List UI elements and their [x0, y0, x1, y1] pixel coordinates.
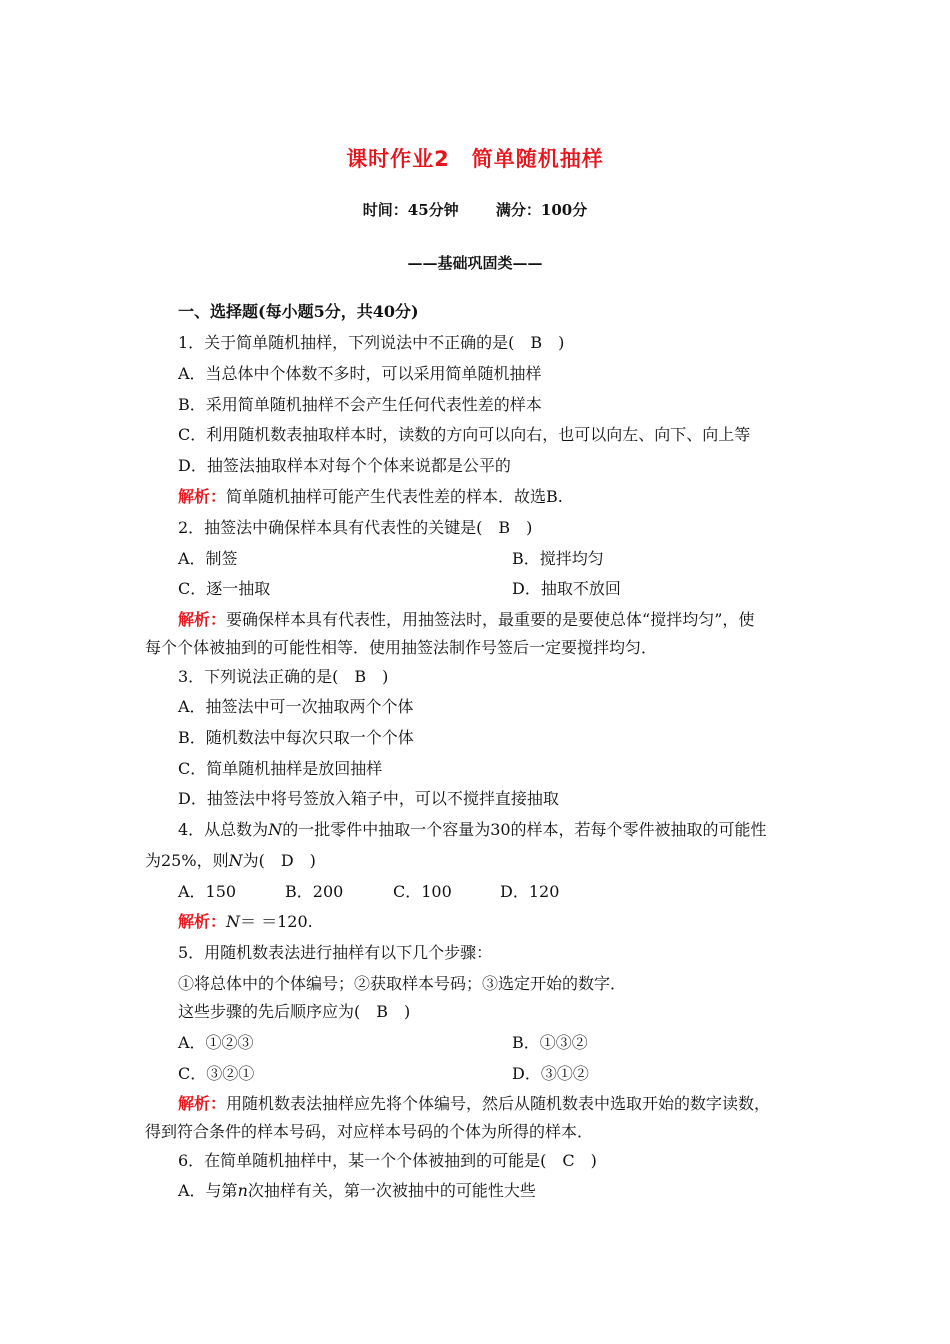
q5-stem: 5．用随机数表法进行抽样有以下几个步骤：: [178, 943, 493, 962]
q4-stem-part1: 4．从总数为: [178, 820, 269, 839]
q4-variable-n: N: [268, 820, 283, 839]
q6-stem: 6．在简单随机抽样中，某一个个体被抽到的可能是( C ): [178, 1151, 597, 1170]
q3-option-d: D．抽签法中将号签放入箱子中，可以不搅拌直接抽取: [178, 789, 559, 808]
q4-stem-part4: 为( D ): [242, 851, 316, 870]
q2-option-a: A．制签: [178, 549, 238, 568]
page-title: 课时作业2 简单随机抽样: [346, 147, 604, 171]
q5-explanation-text-1: 用随机数表法抽样应先将个体编号，然后从随机数表中选取开始的数字读数，: [226, 1094, 771, 1113]
q3-option-c: C．简单随机抽样是放回抽样: [178, 759, 383, 778]
explanation-label: 解析：: [178, 610, 227, 629]
q2-option-c: C．逐一抽取: [178, 579, 271, 598]
q3-option-a: A．抽签法中可一次抽取两个个体: [178, 697, 414, 716]
full-score: 满分：100分: [495, 201, 588, 219]
explanation-label: 解析：: [178, 487, 227, 506]
q5-option-a: A．①②③: [178, 1033, 254, 1052]
q2-explanation-text-1: 要确保样本具有代表性，用抽签法时，最重要的是要使总体“搅拌均匀”，使: [226, 610, 755, 629]
q2-option-d: D．抽取不放回: [512, 579, 621, 598]
q1-option-a: A．当总体中个体数不多时，可以采用简单随机抽样: [178, 364, 542, 383]
q1-explanation-text: 简单随机抽样可能产生代表性差的样本．故选B.: [226, 487, 563, 506]
q1-option-b: B．采用简单随机抽样不会产生任何代表性差的样本: [178, 395, 542, 414]
explanation-label: 解析：: [178, 912, 227, 931]
q5-option-d: D．③①②: [512, 1064, 589, 1083]
q4-stem-line2: [145, 851, 316, 871]
q5-explanation-text-2: 得到符合条件的样本号码，对应样本号码的个体为所得的样本．: [145, 1122, 594, 1141]
q1-option-d: D．抽签法抽取样本对每个个体来说都是公平的: [178, 456, 511, 475]
q6-option-a: [178, 1181, 536, 1201]
q4-variable-n: N: [226, 912, 241, 931]
q3-stem: 3．下列说法正确的是( B ): [178, 667, 389, 686]
q4-variable-n: N: [228, 851, 243, 870]
q4-option-b: B．200: [285, 882, 344, 901]
q5-option-b: B．①③②: [512, 1033, 588, 1052]
explanation-label: 解析：: [178, 1094, 227, 1113]
q2-stem: 2．抽签法中确保样本具有代表性的关键是( B ): [178, 518, 533, 537]
q4-option-d: D．120: [500, 882, 560, 901]
q1-explanation: [178, 487, 563, 507]
q6-option-a-part1: A．与第: [178, 1181, 238, 1200]
part-heading: 一、选择题(每小题5分，共40分): [178, 302, 419, 321]
q6-variable-n: n: [237, 1181, 248, 1200]
q4-option-c: C．100: [393, 882, 452, 901]
q4-explanation: [178, 912, 313, 932]
q1-stem: 1．关于简单随机抽样，下列说法中不正确的是( B ): [178, 333, 565, 352]
q4-option-a: A．150: [178, 882, 237, 901]
q2-explanation-text-2: 每个个体被抽到的可能性相等．使用抽签法制作号签后一定要搅拌均匀．: [145, 638, 658, 657]
q1-option-c: C．利用随机数表抽取样本时，读数的方向可以向右，也可以向左、向下、向上等: [178, 425, 751, 444]
q5-steps: ①将总体中的个体编号；②获取样本号码；③选定开始的数字．: [178, 974, 627, 993]
q4-explanation-text: ＝ ＝120.: [240, 912, 313, 931]
q3-option-b: B．随机数法中每次只取一个个体: [178, 728, 414, 747]
time-limit: 时间：45分钟: [362, 201, 459, 219]
q2-option-b: B．搅拌均匀: [512, 549, 604, 568]
q5-option-c: C．③②①: [178, 1064, 255, 1083]
q4-stem-part2: 的一批零件中抽取一个容量为30的样本，若每个零件被抽取的可能性: [282, 820, 767, 839]
exam-meta: [0, 199, 950, 220]
q5-question: 这些步骤的先后顺序应为( B ): [178, 1002, 411, 1021]
q6-option-a-part2: 次抽样有关，第一次被抽中的可能性大些: [247, 1181, 536, 1200]
q4-stem-part3: 为25%，则: [145, 851, 229, 870]
q5-explanation: [178, 1094, 807, 1114]
q2-explanation: [178, 610, 807, 630]
section-heading: ——基础巩固类——: [407, 254, 543, 272]
q4-stem: [178, 820, 767, 840]
